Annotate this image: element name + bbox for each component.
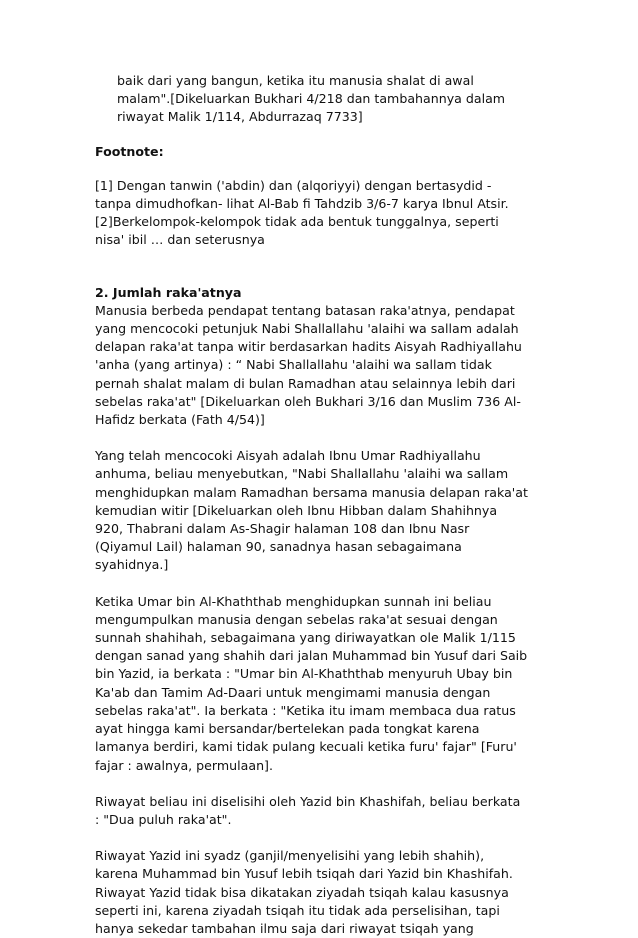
text-line: yang mencocoki petunjuk Nabi Shallallahu 'alaihi wa sallam adalah bbox=[95, 321, 519, 337]
text-line: delapan raka'at tanpa witir berdasarkan hadits Aisyah Radhiyallahu bbox=[95, 339, 522, 355]
text-line: hanya sekedar tambahan ilmu saja dari riwayat tsiqah yang bbox=[95, 920, 474, 936]
text-line: karena Muhammad bin Yusuf lebih tsiqah dari Yazid bin Khashifah. bbox=[95, 866, 513, 882]
text-line: Riwayat beliau ini diselisihi oleh Yazid bin Khashifah, beliau berkata bbox=[95, 793, 521, 809]
text-line: fajar : awalnya, permulaan]. bbox=[95, 757, 273, 773]
paragraph bbox=[95, 302, 545, 429]
text-line: [2]Berkelompok-kelompok tidak ada bentuk tunggalnya, seperti bbox=[95, 214, 499, 230]
text-line: sebelas raka'at" [Dikeluarkan oleh Bukhari 3/16 dan Muslim 736 Al- bbox=[95, 393, 521, 409]
text-line: Riwayat Yazid ini syadz (ganjil/menyelisihi yang lebih shahih), bbox=[95, 848, 485, 864]
text-line: nisa' ibil … dan seterusnya bbox=[95, 232, 265, 248]
document-page bbox=[95, 72, 545, 938]
text-line: sunnah shahihah, sebagaimana yang diriwayatkan ole Malik 1/115 bbox=[95, 630, 516, 646]
paragraph bbox=[95, 593, 545, 775]
text-line: menghidupkan malam Ramadhan bersama manusia delapan raka'at bbox=[95, 484, 528, 500]
text-line: sebelas raka'at". Ia berkata : "Ketika itu imam membaca dua ratus bbox=[95, 702, 516, 718]
footnote-block bbox=[95, 177, 545, 250]
text-line: lamanya berdiri, kami tidak pulang kecuali ketika furu' fajar" [Furu' bbox=[95, 739, 517, 755]
text-line: baik dari yang bangun, ketika itu manusia shalat di awal bbox=[117, 73, 474, 88]
text-line: Riwayat Yazid tidak bisa dikatakan ziyadah tsiqah kalau kasusnya bbox=[95, 884, 509, 900]
text-line: Hafidz berkata (Fath 4/54)] bbox=[95, 412, 265, 428]
text-line: Yang telah mencocoki Aisyah adalah Ibnu Umar Radhiyallahu bbox=[95, 448, 481, 464]
text-line: anhuma, beliau menyebutkan, "Nabi Shallallahu 'alaihi wa sallam bbox=[95, 466, 509, 482]
section-heading: 2. Jumlah raka'atnya bbox=[95, 284, 242, 300]
paragraph bbox=[95, 847, 545, 938]
text-line: syahidnya.] bbox=[95, 557, 169, 573]
footnote-heading: Footnote: bbox=[95, 143, 164, 159]
text-line: 920, Thabrani dalam As-Shagir halaman 108 dan Ibnu Nasr bbox=[95, 521, 470, 537]
text-line: bin Yazid, ia berkata : "Umar bin Al-Khaththab menyuruh Ubay bin bbox=[95, 666, 513, 682]
paragraph bbox=[95, 793, 545, 829]
text-line: : "Dua puluh raka'at". bbox=[95, 811, 232, 827]
paragraph bbox=[95, 447, 545, 574]
text-line: 'anha (yang artinya) : “ Nabi Shallallahu 'alaihi wa sallam tidak bbox=[95, 357, 492, 373]
text-line: dengan sanad yang shahih dari jalan Muhammad bin Yusuf dari Saib bbox=[95, 648, 528, 664]
text-line: malam".[Dikeluarkan Bukhari 4/218 dan tambahannya dalam bbox=[117, 91, 506, 107]
text-line: seperti ini, karena ziyadah tsiqah itu tidak ada perselisihan, tapi bbox=[95, 902, 500, 918]
text-line: [1] Dengan tanwin ('abdin) dan (alqoriyyi) dengan bertasydid - bbox=[95, 177, 492, 193]
text-line: (Qiyamul Lail) halaman 90, sanadnya hasan sebagaimana bbox=[95, 539, 462, 555]
text-line: ayat hingga kami bersandar/bertelekan pada tongkat karena bbox=[95, 721, 480, 737]
quote-block bbox=[95, 72, 545, 127]
text-line: Ketika Umar bin Al-Khaththab menghidupkan sunnah ini beliau bbox=[95, 593, 492, 609]
text-line: mengumpulkan manusia dengan sebelas raka'at sesuai dengan bbox=[95, 611, 498, 627]
text-line: kemudian witir [Dikeluarkan oleh Ibnu Hibban dalam Shahihnya bbox=[95, 502, 498, 518]
text-line: Ka'ab dan Tamim Ad-Daari untuk mengimami manusia dengan bbox=[95, 684, 491, 700]
text-line: tanpa dimudhofkan- lihat Al-Bab fi Tahdzib 3/6-7 karya Ibnul Atsir. bbox=[95, 196, 509, 212]
text-line: Manusia berbeda pendapat tentang batasan raka'atnya, pendapat bbox=[95, 302, 515, 318]
text-line: pernah shalat malam di bulan Ramadhan atau selainnya lebih dari bbox=[95, 375, 516, 391]
text-line: riwayat Malik 1/114, Abdurrazaq 7733] bbox=[117, 109, 363, 125]
